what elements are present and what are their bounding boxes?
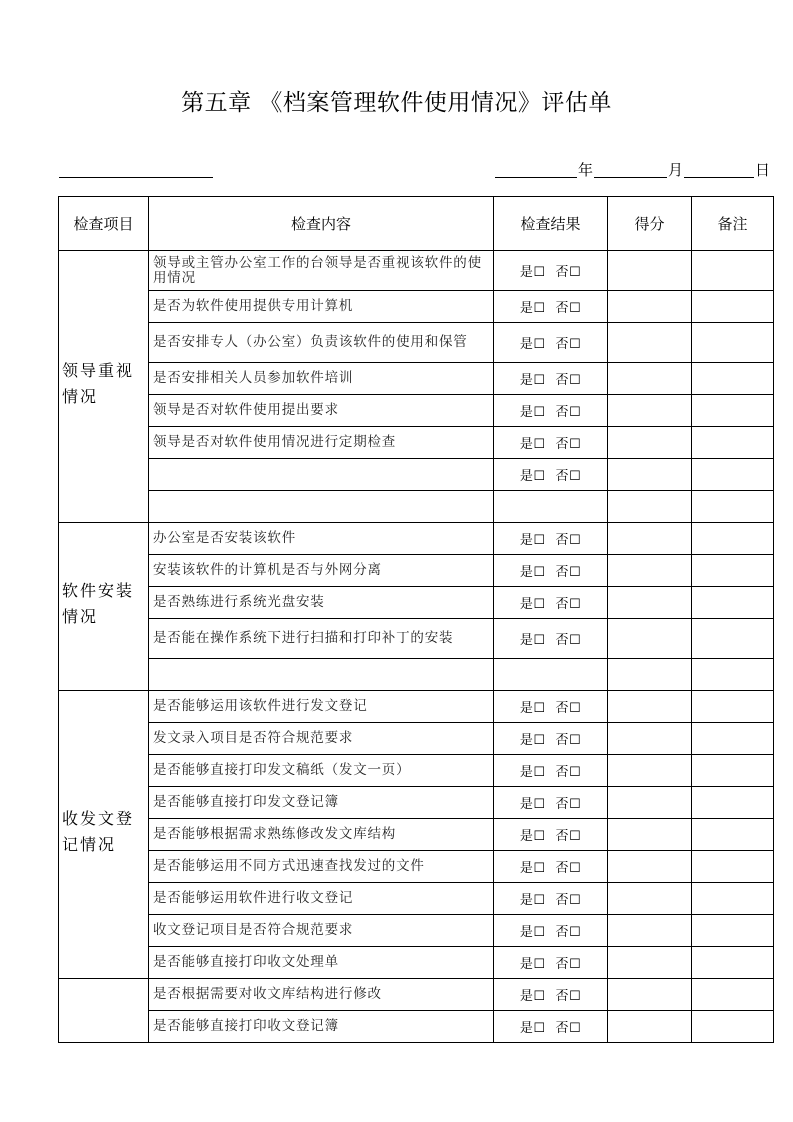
no-checkbox[interactable]: 否☐: [555, 469, 582, 484]
check-content-cell: 是否能够直接打印发文稿纸（发文一页）: [149, 755, 494, 787]
check-content-cell: 是否能够运用该软件进行发文登记: [149, 691, 494, 723]
no-checkbox[interactable]: 否☐: [555, 565, 582, 580]
page-title: 第五章 《档案管理软件使用情况》评估单: [181, 90, 612, 116]
score-cell[interactable]: [608, 427, 692, 459]
check-content-cell: 是否根据需要对收文库结构进行修改: [149, 979, 494, 1011]
yes-checkbox[interactable]: 是☐: [519, 797, 546, 812]
score-cell[interactable]: [608, 915, 692, 947]
check-result-cell: [494, 395, 608, 427]
check-result-cell: [494, 755, 608, 787]
header-result: 检查结果: [494, 197, 608, 251]
note-cell[interactable]: [692, 883, 774, 915]
yes-checkbox[interactable]: 是☐: [519, 829, 546, 844]
check-content-cell: 办公室是否安装该软件: [149, 523, 494, 555]
check-content-cell: 是否能够运用不同方式迅速查找发过的文件: [149, 851, 494, 883]
note-cell[interactable]: [692, 291, 774, 323]
note-cell[interactable]: [692, 395, 774, 427]
note-cell[interactable]: [692, 491, 774, 523]
day-blank-line[interactable]: [684, 177, 754, 178]
score-cell[interactable]: [608, 787, 692, 819]
check-result-cell: [494, 363, 608, 395]
yes-checkbox[interactable]: 是☐: [519, 633, 546, 648]
table-row: [59, 323, 774, 363]
check-result-cell: [494, 427, 608, 459]
score-cell[interactable]: [608, 323, 692, 363]
no-checkbox[interactable]: 否☐: [555, 301, 582, 316]
table-row: [59, 459, 774, 491]
check-content-cell: 是否安排专人（办公室）负责该软件的使用和保管: [149, 323, 494, 363]
note-cell[interactable]: [692, 787, 774, 819]
table-row: [59, 787, 774, 819]
note-cell[interactable]: [692, 851, 774, 883]
note-cell[interactable]: [692, 979, 774, 1011]
check-result-cell: [494, 947, 608, 979]
score-cell[interactable]: [608, 1011, 692, 1043]
yes-checkbox[interactable]: 是☐: [519, 893, 546, 908]
note-cell[interactable]: [692, 915, 774, 947]
no-checkbox[interactable]: 否☐: [555, 633, 582, 648]
header-item: 检查项目: [59, 197, 149, 251]
score-cell[interactable]: [608, 851, 692, 883]
score-cell[interactable]: [608, 491, 692, 523]
table-row: [59, 755, 774, 787]
note-cell[interactable]: [692, 251, 774, 291]
check-content-cell: 发文录入项目是否符合规范要求: [149, 723, 494, 755]
note-cell[interactable]: [692, 691, 774, 723]
score-cell[interactable]: [608, 883, 692, 915]
evaluation-table: [58, 196, 774, 1043]
category-cell: [59, 691, 149, 979]
note-cell[interactable]: [692, 363, 774, 395]
note-cell[interactable]: [692, 323, 774, 363]
score-cell[interactable]: [608, 723, 692, 755]
score-cell[interactable]: [608, 363, 692, 395]
score-cell[interactable]: [608, 659, 692, 691]
check-result-cell: [494, 979, 608, 1011]
table-header-row: [59, 197, 774, 251]
yes-checkbox[interactable]: 是☐: [519, 565, 546, 580]
no-checkbox[interactable]: 否☐: [555, 337, 582, 352]
category-cell: [59, 979, 149, 1043]
check-result-cell: [494, 883, 608, 915]
note-cell[interactable]: [692, 555, 774, 587]
table-row: [59, 691, 774, 723]
table-row: [59, 659, 774, 691]
check-result-cell: [494, 523, 608, 555]
check-content-cell: [149, 459, 494, 491]
score-cell[interactable]: [608, 755, 692, 787]
no-checkbox[interactable]: 否☐: [555, 265, 582, 280]
note-cell[interactable]: [692, 459, 774, 491]
check-result-cell: [494, 619, 608, 659]
check-result-cell: [494, 251, 608, 291]
check-content-cell: 是否能够根据需求熟练修改发文库结构: [149, 819, 494, 851]
no-checkbox[interactable]: 否☐: [555, 701, 582, 716]
check-content-cell: 是否能够运用软件进行收文登记: [149, 883, 494, 915]
check-content-cell: 是否能够直接打印收文处理单: [149, 947, 494, 979]
yes-checkbox[interactable]: 是☐: [519, 1021, 546, 1036]
yes-checkbox[interactable]: 是☐: [519, 301, 546, 316]
unit-name-line[interactable]: [59, 177, 213, 178]
table-row: [59, 291, 774, 323]
check-result-cell: [494, 587, 608, 619]
month-label: 月: [668, 161, 684, 179]
yes-checkbox[interactable]: 是☐: [519, 405, 546, 420]
note-cell[interactable]: [692, 723, 774, 755]
table-row: [59, 1011, 774, 1043]
score-cell[interactable]: [608, 291, 692, 323]
score-cell[interactable]: [608, 523, 692, 555]
table-row: [59, 523, 774, 555]
check-content-cell: 是否能够直接打印发文登记簿: [149, 787, 494, 819]
note-cell[interactable]: [692, 427, 774, 459]
table-row: [59, 427, 774, 459]
yes-checkbox[interactable]: 是☐: [519, 337, 546, 352]
score-cell[interactable]: [608, 587, 692, 619]
category-cell: [59, 251, 149, 523]
table-row: [59, 947, 774, 979]
table-row: [59, 363, 774, 395]
yes-checkbox[interactable]: 是☐: [519, 533, 546, 548]
check-result-cell: [494, 459, 608, 491]
yes-checkbox[interactable]: 是☐: [519, 437, 546, 452]
no-checkbox[interactable]: 否☐: [555, 533, 582, 548]
note-cell[interactable]: [692, 755, 774, 787]
no-checkbox[interactable]: 否☐: [555, 861, 582, 876]
no-checkbox[interactable]: 否☐: [555, 957, 582, 972]
no-checkbox[interactable]: 否☐: [555, 437, 582, 452]
yes-checkbox[interactable]: 是☐: [519, 373, 546, 388]
table-row: [59, 619, 774, 659]
check-content-cell: 是否为软件使用提供专用计算机: [149, 291, 494, 323]
no-checkbox[interactable]: 否☐: [555, 989, 582, 1004]
score-cell[interactable]: [608, 947, 692, 979]
yes-checkbox[interactable]: 是☐: [519, 765, 546, 780]
table-row: [59, 819, 774, 851]
note-cell[interactable]: [692, 659, 774, 691]
yes-checkbox[interactable]: 是☐: [519, 701, 546, 716]
header-note: 备注: [692, 197, 774, 251]
note-cell[interactable]: [692, 587, 774, 619]
check-content-cell: 领导是否对软件使用情况进行定期检查: [149, 427, 494, 459]
header-content: 检查内容: [149, 197, 494, 251]
no-checkbox[interactable]: 否☐: [555, 405, 582, 420]
no-checkbox[interactable]: 否☐: [555, 373, 582, 388]
no-checkbox[interactable]: 否☐: [555, 733, 582, 748]
check-content-cell: 领导或主管办公室工作的台领导是否重视该软件的使用情况: [149, 251, 494, 291]
table-row: [59, 979, 774, 1011]
score-cell[interactable]: [608, 395, 692, 427]
table-row: [59, 883, 774, 915]
score-cell[interactable]: [608, 619, 692, 659]
table-row: [59, 723, 774, 755]
check-result-cell: [494, 723, 608, 755]
month-blank-line[interactable]: [594, 177, 667, 178]
no-checkbox[interactable]: 否☐: [555, 829, 582, 844]
check-result-cell: [494, 691, 608, 723]
table-row: [59, 555, 774, 587]
yes-checkbox[interactable]: 是☐: [519, 733, 546, 748]
category-label: [62, 1008, 145, 1014]
check-result-cell: [494, 659, 608, 691]
check-result-cell: [494, 851, 608, 883]
table-row: [59, 915, 774, 947]
check-content-cell: 收文登记项目是否符合规范要求: [149, 915, 494, 947]
check-result-cell: [494, 787, 608, 819]
yes-checkbox[interactable]: 是☐: [519, 469, 546, 484]
note-cell[interactable]: [692, 1011, 774, 1043]
score-cell[interactable]: [608, 691, 692, 723]
table-body: [59, 251, 774, 1043]
score-cell[interactable]: [608, 251, 692, 291]
category-cell: [59, 523, 149, 691]
year-blank-line[interactable]: [495, 177, 577, 178]
table-row: [59, 395, 774, 427]
category-label: 收发文登记情况: [62, 808, 135, 854]
table-row: [59, 491, 774, 523]
no-checkbox[interactable]: 否☐: [555, 893, 582, 908]
check-content-cell: 是否安排相关人员参加软件培训: [149, 363, 494, 395]
no-checkbox[interactable]: 否☐: [555, 1021, 582, 1036]
header-score: 得分: [608, 197, 692, 251]
yes-checkbox[interactable]: 是☐: [519, 265, 546, 280]
check-result-cell: [494, 491, 608, 523]
category-label: 领导重视情况: [62, 360, 135, 406]
table-row: [59, 851, 774, 883]
check-content-cell: 是否能在操作系统下进行扫描和打印补丁的安装: [149, 619, 494, 659]
yes-checkbox[interactable]: 是☐: [519, 925, 546, 940]
yes-checkbox[interactable]: 是☐: [519, 957, 546, 972]
check-content-cell: [149, 659, 494, 691]
score-cell[interactable]: [608, 459, 692, 491]
table-row: [59, 251, 774, 291]
category-label: 软件安装情况: [62, 580, 135, 626]
note-cell[interactable]: [692, 619, 774, 659]
score-cell[interactable]: [608, 555, 692, 587]
check-content-cell: [149, 491, 494, 523]
yes-checkbox[interactable]: 是☐: [519, 989, 546, 1004]
score-cell[interactable]: [608, 979, 692, 1011]
check-result-cell: [494, 555, 608, 587]
no-checkbox[interactable]: 否☐: [555, 597, 582, 612]
day-label: 日: [755, 161, 771, 179]
yes-checkbox[interactable]: 是☐: [519, 861, 546, 876]
score-cell[interactable]: [608, 819, 692, 851]
note-cell[interactable]: [692, 523, 774, 555]
note-cell[interactable]: [692, 819, 774, 851]
no-checkbox[interactable]: 否☐: [555, 925, 582, 940]
check-content-cell: 安装该软件的计算机是否与外网分离: [149, 555, 494, 587]
check-result-cell: [494, 291, 608, 323]
check-content-cell: 是否能够直接打印收文登记簿: [149, 1011, 494, 1043]
check-result-cell: [494, 1011, 608, 1043]
no-checkbox[interactable]: 否☐: [555, 765, 582, 780]
yes-checkbox[interactable]: 是☐: [519, 597, 546, 612]
note-cell[interactable]: [692, 947, 774, 979]
table-row: [59, 587, 774, 619]
year-label: 年: [578, 161, 594, 179]
check-content-cell: 领导是否对软件使用提出要求: [149, 395, 494, 427]
check-result-cell: [494, 915, 608, 947]
check-result-cell: [494, 323, 608, 363]
check-content-cell: 是否熟练进行系统光盘安装: [149, 587, 494, 619]
no-checkbox[interactable]: 否☐: [555, 797, 582, 812]
check-result-cell: [494, 819, 608, 851]
